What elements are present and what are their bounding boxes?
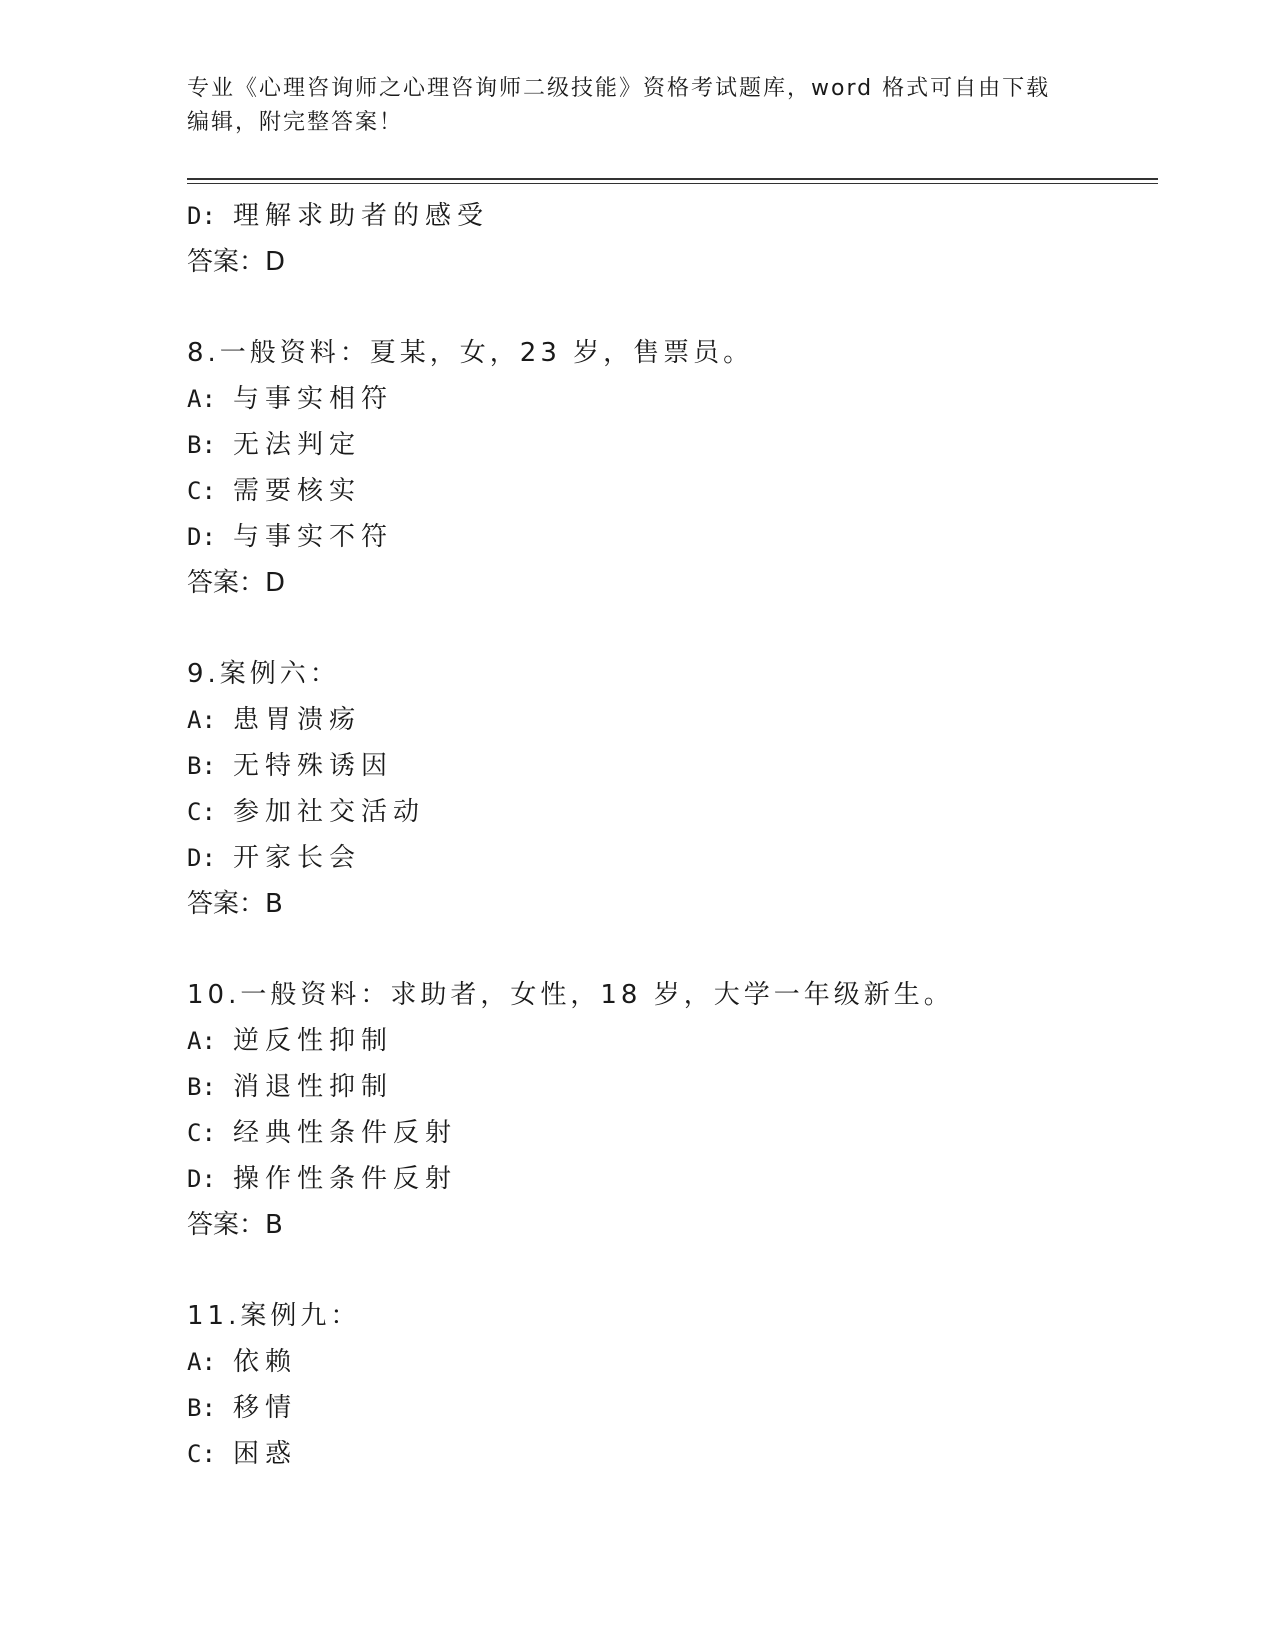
question-9	[187, 651, 1158, 927]
option-text: 患胃溃疡	[233, 705, 362, 735]
option-a	[187, 697, 1158, 743]
option-c	[187, 1110, 1158, 1156]
question-7-continued	[187, 193, 1158, 285]
option-text: 操作性条件反射	[233, 1164, 458, 1194]
question-stem: 11.案例九：	[187, 1301, 361, 1331]
spacer	[187, 927, 1158, 972]
option-letter: D:	[187, 1165, 216, 1193]
option-letter: D:	[187, 202, 216, 230]
option-letter: B:	[187, 1073, 216, 1101]
answer: 答案：B	[187, 889, 283, 919]
option-b	[187, 743, 1158, 789]
spacer	[187, 285, 1158, 330]
question-8	[187, 330, 1158, 606]
answer: 答案：B	[187, 1210, 283, 1240]
option-letter: C:	[187, 1440, 216, 1468]
option-letter: C:	[187, 1119, 216, 1147]
option-d	[187, 1156, 1158, 1202]
option-letter: D:	[187, 844, 216, 872]
option-a	[187, 376, 1158, 422]
option-letter: A:	[187, 1348, 216, 1376]
option-text: 理解求助者的感受	[233, 201, 490, 231]
option-b	[187, 422, 1158, 468]
option-letter: A:	[187, 1027, 216, 1055]
spacer	[187, 606, 1158, 651]
option-d	[187, 835, 1158, 881]
option-letter: B:	[187, 431, 216, 459]
option-letter: B:	[187, 752, 216, 780]
question-stem: 10.一般资料：求助者，女性，18 岁，大学一年级新生。	[187, 980, 954, 1010]
option-text: 消退性抑制	[233, 1072, 394, 1102]
option-letter: D:	[187, 523, 216, 551]
question-list	[187, 193, 1158, 1477]
option-a	[187, 1339, 1158, 1385]
option-letter: B:	[187, 1394, 216, 1422]
option-d	[187, 193, 1158, 239]
option-letter: A:	[187, 706, 216, 734]
header-line-2: 编辑，附完整答案！	[187, 110, 404, 135]
answer: 答案：D	[187, 568, 286, 598]
question-stem: 8.一般资料：夏某，女，23 岁，售票员。	[187, 338, 754, 368]
spacer	[187, 1248, 1158, 1293]
answer: 答案：D	[187, 247, 286, 277]
option-letter: C:	[187, 477, 216, 505]
option-b	[187, 1064, 1158, 1110]
option-text: 需要核实	[233, 476, 362, 506]
question-10	[187, 972, 1158, 1248]
document-header	[187, 72, 1087, 140]
option-text: 困惑	[233, 1439, 298, 1469]
option-a	[187, 1018, 1158, 1064]
option-text: 依赖	[233, 1347, 298, 1377]
option-text: 无特殊诱因	[233, 751, 394, 781]
option-b	[187, 1385, 1158, 1431]
option-c	[187, 1431, 1158, 1477]
header-divider	[187, 178, 1158, 184]
option-c	[187, 468, 1158, 514]
option-text: 逆反性抑制	[233, 1026, 394, 1056]
option-text: 参加社交活动	[233, 797, 426, 827]
option-text: 与事实不符	[233, 522, 394, 552]
option-c	[187, 789, 1158, 835]
option-letter: C:	[187, 798, 216, 826]
option-d	[187, 514, 1158, 560]
option-text: 无法判定	[233, 430, 362, 460]
option-text: 开家长会	[233, 843, 362, 873]
option-letter: A:	[187, 385, 216, 413]
question-11	[187, 1293, 1158, 1477]
option-text: 经典性条件反射	[233, 1118, 458, 1148]
option-text: 移情	[233, 1393, 298, 1423]
question-stem: 9.案例六：	[187, 659, 340, 689]
option-text: 与事实相符	[233, 384, 394, 414]
header-line-1: 专业《心理咨询师之心理咨询师二级技能》资格考试题库，word 格式可自由下载	[187, 76, 1051, 101]
